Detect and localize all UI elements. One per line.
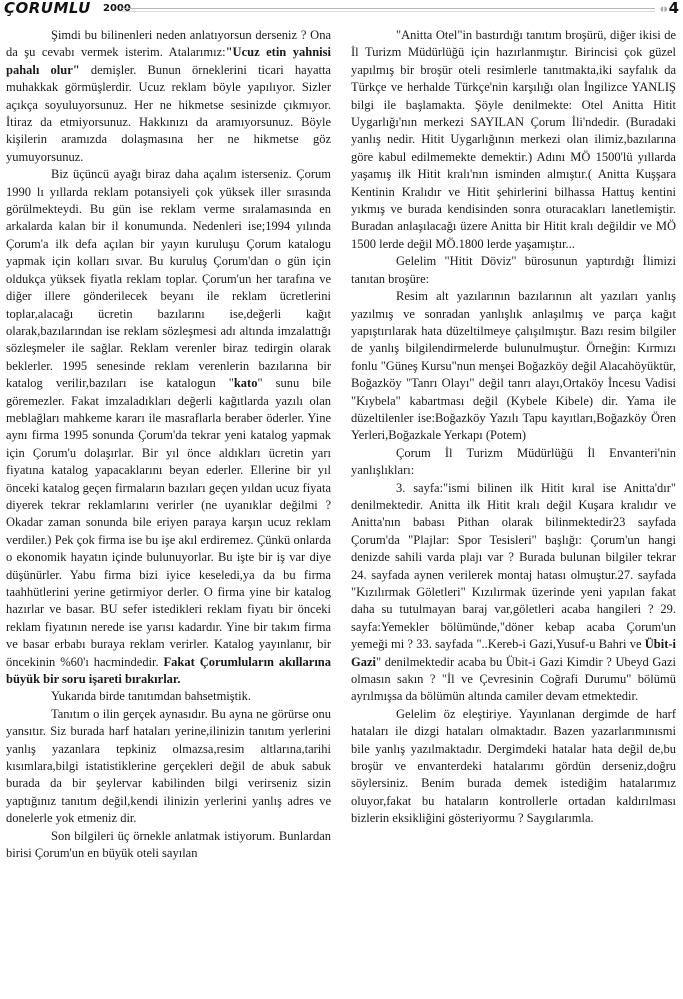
issue-year: 2000 (103, 3, 131, 14)
bold-quote: "Ucuz etin yahnisi pahalı olur" (6, 45, 331, 77)
paragraph: "Anitta Otel"in bastırdığı tanıtım broşürü, diğer ikisi de İl Turizm Müdürlüğü için hazırlanmıştır. Birincisi çok güzel yapılmış bir broşür oteli resimlerle tanıtmakta,iki sayfalık da Türkçe ve herhalde Türkçe'nin karşılığı olan İngilizce YANLIŞ bilgi ile başlamakta. Şöyle denilmekte: Otel Anitta Hitit Uygarlığı'nın merkezi SAYILAN Çorum İli'ndedir. (Buradaki yanlış nedir. Hitit Uygarlığının merkezi olan ilimiz,bazılarına göre kabul edilmemekte demektir.) Adını MÖ 1500'lü yıllarda yaşamış ilk Hitit kralı'nın isminden almıştır.( Anitta Kuşşara Kentinin Kralıdır ve Hitit şehirlerini bilhassa Hattuş kentini yıkmış ve burada kendisinden sonra oturacakları lanetlemiştir. Buradan anlaşılacağı üzere Anitta bir Hitit kralı değildir ve MÖ 1500 lerde değil MÖ.1800 lerde yaşamıştır... (351, 28, 676, 251)
left-column (6, 27, 331, 863)
paragraph: Gelelim "Hitit Döviz" bürosunun yaptırdığı İlimizi tanıtan broşüre: (351, 254, 676, 286)
paragraph: Tanıtım o ilin gerçek aynasıdır. Bu ayna ne görürse onu yansıtır. Siz burada harf hataları yerine,ilinizin tanıtım yerlerini yanlış yazanlara tepkiniz olmazsa,resim altlarına,tarihi kısımlara,bilgi istatistiklerine gerçekleri değil de abuk sabuk burada da bir şeylervar kabilinden bilgi verirseniz sizin yaptığınız tanıtım değil,kendi ilinizin yerlerini yanlış adres ve donelerle yok etmeniz dir. (6, 706, 331, 826)
right-column (351, 27, 676, 828)
bold-statement: Fakat Çorumluların akıllarına büyük bir soru işareti bırakırlar. (6, 654, 332, 687)
text-run: Biz üçüncü ayağı biraz daha açalım isterseniz. Çorum 1990 lı yıllarda reklam potansiyeli çok yüksek iller sırasında görülmekteydi. Bu gün ise reklam verme sıralamasında en arkalarda kalan bir il konumunda. Nedenleri ise;1994 yılında Çorum'a ilk defa açılan bir yayın kuruluşu Çorum katalogu yapmak için kolları sıvar. Bu kuruluş Çorum'dan o gün için oldukça yüksek fiyatla reklam toplar. Çorum'un her tarafına ve diğer illere gönderilecek beyanı ile reklam ücretlerini toplar,alacağı ücretin bazılarını ise,değerli kağıt olarak,bazılarından ise reklam sözleşmesi adı altında imzalattığı sözleşmeler ile sağlar. Reklam verenler biraz tedirgin olarak beklerler. 1995 senesinde reklam verenlerin bazılarına bir katalog verilir,bazıları ise katalogun " (6, 167, 331, 391)
text-run: 3. sayfa:"ismi bilinen ilk Hitit kıral ise Anitta'dır" denilmektedir. Anitta ilk Hitit kralı değil Kuşara kralıdır ve Anitta'nın babası Pithan olarak bilinmektedir23 sayfada Çorum'da "Plajlar: Spor Tesisleri" başlığı: Çorum'un hangi denizde sahili varda plajı var ? Burada bulunan bilgiler tekrar 24. sayfada aynen verilerek montaj hatası olmuştur.27. sayfada "Kızılırmak Göletleri" Kızılırmak üzerinde yeni yapılan fakat daha su tutulmayan baraj var,göletleri acaba hangileri ? 29. sayfa:Yemekler bölümünde,"döner kebap acaba Çorum'un yemeği mi ? 33. sayfada "..Kereb-i Gazi,Yusuf-u Bahri ve (351, 480, 676, 652)
paragraph: Resim alt yazılarının bazılarının alt yazıları yanlış yazılmış ve sonradan yanlışlık anlaşılmış ve parça kağıt yapıştırılarak hata düzeltilmeye çalışılmıştır. Bazı resim bilgiler de yanlış bilgilendirmelerde bulunulmuştur. Örneğin: Kırmızı fonlu "Güneş Kursu"nun menşei Boğazköy değil Alacahöyüktür, Boğazköy "Tanrı Olayı" değil tanrı alayı,Ortaköy İncesu Vadisi "Kıybela" kabartması değil (Kybele Kibele) dir. Yama ile düzeltilenler ise:Boğazköy Yazılı Tapu kayıtları,Boğazköy Ören Yerleri,Boğazkale Yerkapı (Potem) (351, 289, 676, 443)
newspaper-logo: ÇORUMLU (4, 0, 91, 17)
paragraph (6, 27, 331, 166)
bold-term: Übit-i Gazi (351, 637, 676, 669)
bold-term: kato (233, 376, 258, 391)
text-run: Şimdi bu bilinenleri neden anlatıyorsun derseniz ? Ona da şu cevabı vermek isterim. Atalarımız: (6, 28, 331, 60)
paragraph: Son bilgileri üç örnekle anlatmak istiyorum. Bunlardan birisi Çorum'un en büyük oteli sayılan (6, 828, 331, 861)
text-run: " denilmektedir acaba bu Übit-i Gazi Kimdir ? Ubeyd Gazi olmasın sakın ? "İl ve Çevresinin Coğrafi Durumu" bölümü ayrılmışsa da bölümün altında camiler devam etmektedir. (351, 654, 676, 704)
text-run: demişler. Bunun örneklerini ticari hayatta muhakkak görmüşlerdir. Ucuz reklam böyle yapılıyor. Sizler açıkça soyuluyorsunuz. Her ne hikmetse sesinizde çıkmıyor. İtiraz da etmiyorsunuz. Hakkınızı da aramıyorsunuz. Böyle kişilerin aramızda dolaşmasına her ne hikmetse göz yumuyorsunuz. (6, 62, 331, 164)
paragraph (6, 166, 331, 688)
paragraph: Gelelim öz eleştiriye. Yayınlanan dergimde de harf hataları ile dizgi hataları olmaktadır. Bazen yazarlarımınısmi bile yanlış yazılmaktadır. Dergimdeki hatalar hata değil de,bu broşür ve envanterdeki hatalarımı gördün derseniz,doğru söylersiniz. Benim burada demek istediğim hatalarımız oluyor,fakat bu hataların kontrollerle ortadan kaldırılması bizlerin eksikliğini gösteriyormu ? Saygılarımla. (351, 706, 676, 826)
text-run: " sunu bile göremezler. Fakat imzaladıkları değerli kağıtlarda yazılı olan meblağları mahkeme kararı ile masraflarla beraber öderler. Yine aynı firma 1995 sonunda Çorum'da tekrar yeni katalog yapmak için Çorum'u dolaşırlar. Bir yıl önce aldıkları ücretin yarı fiyatına katalog yapacaklarını beyan ederler. Ellerine bir yıl önceki katalog geçen firmaların bazıları geçen yıldan ucuz fiyata diyerek tekrar reklamlarını verirler (ne uyanıklar değilmi ? Okadar zaman sonunda bile eriyen paraya karşın ucuz reklam verdiler.) Pek çok firma ise bu işe akıl erdiremez. Çünkü onlarda o ekonomik hayatın içinde bulunuyorlar. Bu işte bir iş var diye düşünürler. Yabu firma bizi iyice keseledi,ya da bu firma taahhütlerini yerine getirmiyor derler. O firma yine bir katalog hazırlar ve basar. BU sefer istedikleri reklam fiyatı bir önceki reklam fiyatının nerede ise yarısı kadardır. Yine bir takım firma ve basar erbabı buraya reklam verirler. Katalog yayınlanır, bir öncekinin %60'ı hacmindedir. (6, 376, 331, 669)
header-rule (122, 8, 655, 9)
paragraph: Çorum İl Turizm Müdürlüğü İl Envanteri'nin yanlışlıkları: (351, 445, 676, 478)
page-ornament-icon: ◖◗ (660, 4, 668, 13)
header-rule-secondary (122, 11, 655, 12)
page-header (0, 0, 683, 20)
page-number (660, 0, 679, 17)
paragraph (351, 480, 676, 706)
page-number-value: 4 (668, 0, 679, 17)
paragraph: Yukarıda birde tanıtımdan bahsetmiştik. (51, 689, 251, 704)
